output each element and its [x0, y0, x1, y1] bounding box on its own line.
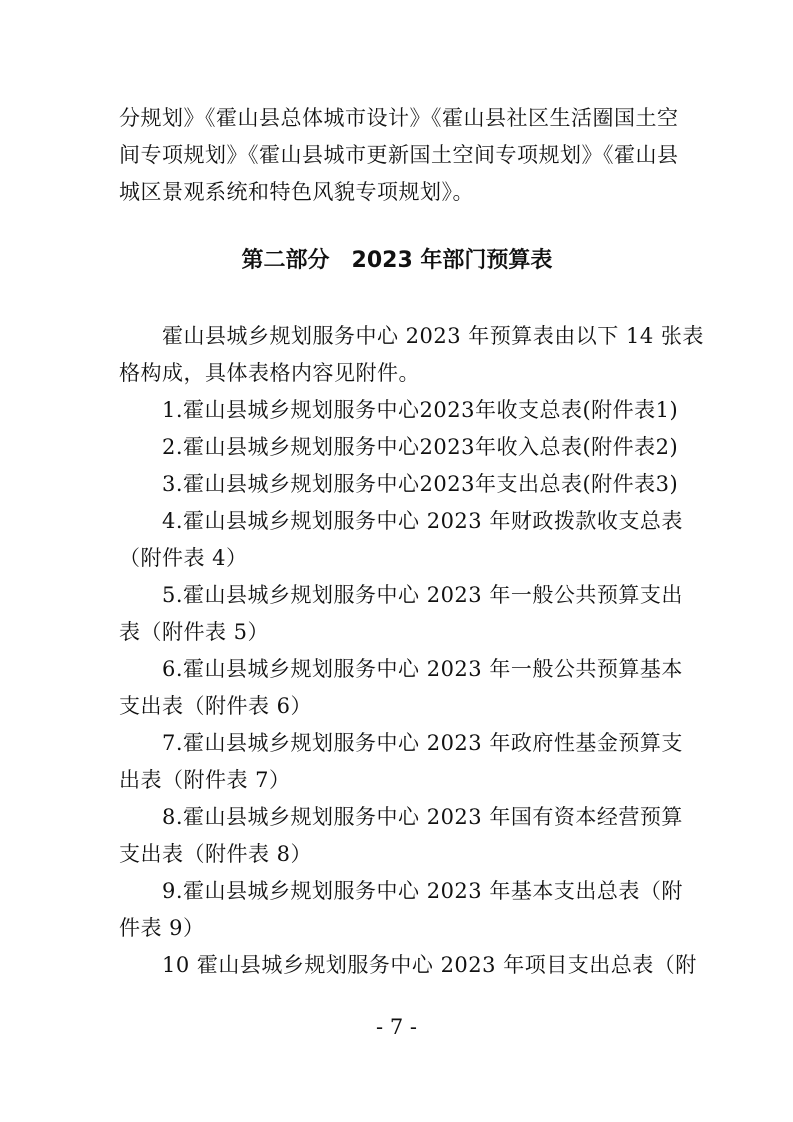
list-item-line: 7.霍山县城乡规划服务中心 2023 年政府性基金预算支 [162, 731, 683, 755]
list-item-line: 1.霍山县城乡规划服务中心2023年收支总表(附件表1) [162, 398, 679, 422]
list-item-line: 支出表（附件表 6） [119, 694, 313, 718]
intro-line: 分规划》《霍山县总体城市设计》《霍山县社区生活圈国土空 [119, 106, 679, 130]
list-item-line: 3.霍山县城乡规划服务中心2023年支出总表(附件表3) [162, 472, 679, 496]
list-item-line: 5.霍山县城乡规划服务中心 2023 年一般公共预算支出 [162, 583, 683, 607]
intro-line: 间专项规划》《霍山县城市更新国土空间专项规划》《霍山县 [119, 143, 679, 167]
list-item-line: 件表 9） [119, 916, 205, 940]
intro-line: 城区景观系统和特色风貌专项规划》。 [119, 180, 474, 204]
list-item-10 [119, 947, 697, 984]
intro-paragraph [119, 100, 679, 211]
list-item-3 [119, 466, 679, 503]
page-number: - 7 - [376, 1015, 417, 1039]
summary-line: 格构成，具体表格内容见附件。 [119, 361, 420, 385]
list-item-line: 9.霍山县城乡规划服务中心 2023 年基本支出总表（附 [162, 879, 683, 903]
list-item-1 [119, 392, 679, 429]
list-item-line: 支出表（附件表 8） [119, 842, 313, 866]
summary-paragraph [119, 318, 704, 392]
list-item-2 [119, 429, 679, 466]
list-item-8 [119, 799, 683, 873]
section-heading: 第二部分 2023 年部门预算表 [241, 248, 553, 273]
list-item-line: 10 霍山县城乡规划服务中心 2023 年项目支出总表（附 [162, 953, 697, 977]
list-item-7 [119, 725, 683, 799]
page-content [119, 100, 704, 984]
list-item-line: （附件表 4） [119, 546, 248, 570]
list-item-line: 表（附件表 5） [119, 620, 270, 644]
list-item-line: 2.霍山县城乡规划服务中心2023年收入总表(附件表2) [162, 435, 679, 459]
list-item-line: 4.霍山县城乡规划服务中心 2023 年财政拨款收支总表 [162, 509, 683, 533]
list-item-line: 8.霍山县城乡规划服务中心 2023 年国有资本经营预算 [162, 805, 683, 829]
summary-line: 霍山县城乡规划服务中心 2023 年预算表由以下 14 张表 [162, 324, 704, 348]
list-item-5 [119, 577, 683, 651]
list-item-line: 出表（附件表 7） [119, 768, 291, 792]
list-item-9 [119, 873, 683, 947]
list-item-line: 6.霍山县城乡规划服务中心 2023 年一般公共预算基本 [162, 657, 683, 681]
list-item-6 [119, 651, 683, 725]
list-item-4 [119, 503, 683, 577]
